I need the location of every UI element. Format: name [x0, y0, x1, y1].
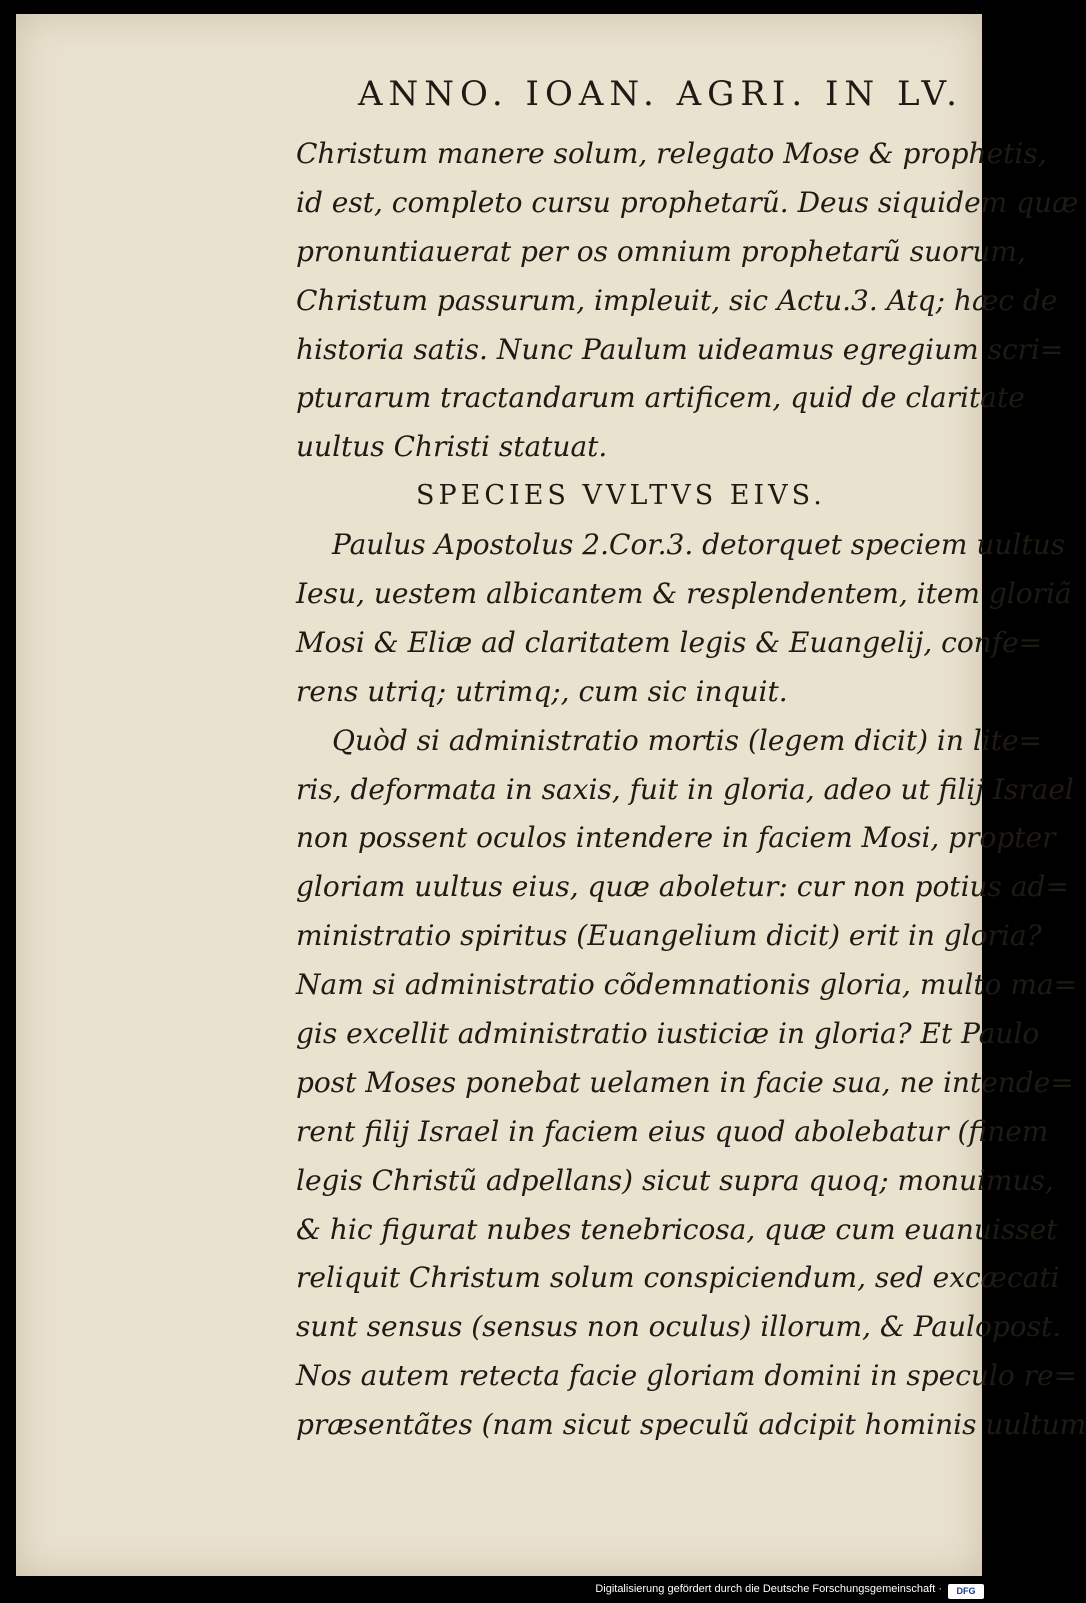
text-line: ministratio spiritus (Euangelium dicit) erit in gloria? — [296, 919, 1042, 953]
text-line: Mosi & Eliæ ad claritatem legis & Euangelij, confe= — [296, 625, 1043, 659]
text-line: uultus Christi statuat. — [296, 430, 608, 464]
text-line: sunt sensus (sensus non oculus) illorum, & Paulopost. — [296, 1310, 1062, 1344]
text-line: gloriam uultus eius, quæ aboletur: cur non potius ad= — [296, 870, 1069, 904]
text-line: Christum manere solum, relegato Mose & prophetis, — [296, 137, 1047, 170]
text-line: pronuntiauerat per os omnium prophetarũ suorum, — [296, 234, 1026, 268]
section-heading: SPECIES VVLTVS EIVS. — [416, 480, 826, 512]
text-line: rent filij Israel in faciem eius quod abolebatur (finem — [296, 1114, 1049, 1148]
text-line: pturarum tractandarum artificem, quid de claritate — [296, 381, 1025, 415]
text-line: post Moses ponebat uelamen in facie sua, ne intende= — [296, 1065, 1074, 1099]
text-line: historia satis. Nunc Paulum uideamus egregium scri= — [296, 332, 1064, 366]
text-line: Nam si administratio cõdemnationis gloria, multo ma= — [296, 968, 1078, 1002]
text-line: gis excellit administratio iusticiæ in gloria? Et Paulo — [296, 1017, 1040, 1051]
running-header: ANNO. IOAN. AGRI. IN LV. — [358, 74, 963, 114]
text-line: Iesu, uestem albicantem & resplendentem, item gloriã — [296, 577, 1072, 611]
text-line: id est, completo cursu prophetarũ. Deus siquidem quæ — [296, 185, 1079, 219]
text-line: Nos autem retecta facie gloriam domini in speculo re= — [296, 1359, 1078, 1393]
text-line: reliquit Christum solum conspiciendum, sed excæcati — [296, 1261, 1060, 1295]
text-line: non possent oculos intendere in faciem Mosi, propter — [296, 821, 1056, 855]
text-line: & hic figurat nubes tenebricosa, quæ cum euanuisset — [296, 1212, 1058, 1246]
dfg-logo-icon — [948, 1584, 984, 1599]
page-body — [296, 130, 1086, 1450]
dfg-logo-text: DFG — [956, 1586, 976, 1596]
text-line: Paulus Apostolus 2.Cor.3. detorquet speciem uultus — [332, 528, 1065, 562]
text-line: legis Christũ adpellans) sicut supra quoq; monuimus, — [296, 1163, 1054, 1197]
text-line: ris, deformata in saxis, fuit in gloria, adeo ut filij Israel — [296, 772, 1074, 806]
footer-bar — [0, 1580, 1000, 1603]
text-line: Christum passurum, impleuit, sic Actu.3. Atq; hæc de — [296, 283, 1058, 317]
text-line: Quòd si administratio mortis (legem dicit) in lite= — [332, 723, 1043, 757]
text-line: rens utriq; utrimq;, cum sic inquit. — [296, 674, 788, 708]
text-line: præsentãtes (nam sicut speculũ adcipit hominis uultum — [296, 1408, 1086, 1442]
funding-credit: Digitalisierung gefördert durch die Deutsche Forschungsgemeinschaft · — [595, 1583, 942, 1595]
